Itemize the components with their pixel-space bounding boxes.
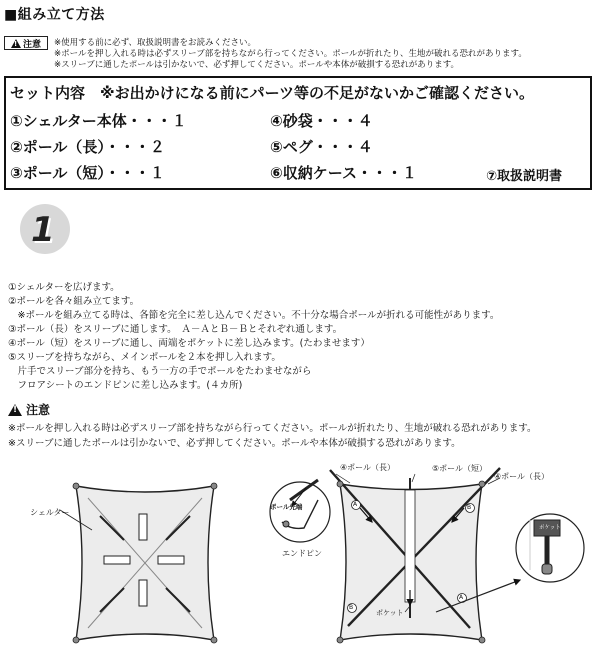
header-note-1: ※使用する前に必ず、取扱説明書をお読みください。 [54, 38, 256, 48]
header-note-3: ※スリーブに通したポールは引かないで、必ず押してください。ポールや本体が破損する恐れがあります。 [54, 60, 460, 70]
step-line-6: ⑤スリーブを持ちながら、メインポールを２本を押し入れます。 [8, 352, 281, 363]
marker-b-label: B [467, 504, 472, 511]
sleeve-icon [139, 580, 147, 606]
set-item-manual: ⑦取扱説明書 [486, 169, 563, 184]
pole-long-left-label: ④ポール（長） [340, 463, 396, 472]
step-line-5: ④ポール（短）をスリーブに通し、両端をポケットに差し込みます。(たわませます） [8, 338, 370, 349]
step-line-2: ②ポールを各々組み立てます。 [8, 296, 140, 307]
step-line-3: ※ポールを組み立てる時は、各節を完全に差し込んでください。不十分な場合ポールが折れる可能性があります。 [8, 310, 500, 321]
set-item-shelter: ①シェルター本体・・・１ [10, 112, 187, 130]
step-number: 1 [31, 210, 55, 250]
marker-a-label: A [353, 501, 358, 508]
sleeve-icon [104, 556, 130, 564]
page-title: ■組み立て方法 [4, 7, 105, 23]
pole-short-label: ⑤ポール（短） [432, 464, 488, 473]
pole-long-right-label: ④ポール（長） [494, 472, 550, 481]
step-line-7: 片手でスリーブ部分を持ち、もう一方の手でポールをたわませながら [8, 366, 312, 377]
caution-line-2: ※スリーブに通したポールは引かないで、必ず押してください。ポールや本体が破損する恐れがあります。 [8, 438, 461, 449]
sleeve-icon [158, 556, 184, 564]
end-pin-label: エンドピン [282, 549, 322, 558]
set-contents-title: セット内容 ※お出かけになる前にパーツ等の不足がないかご確認ください。 [10, 84, 534, 102]
caution-title: 注意 [26, 403, 51, 417]
step-line-1: ①シェルターを広げます。 [8, 282, 120, 293]
caution-line-1: ※ポールを押し入れる時は必ずスリーブ部を持ちながら行ってください。ポールが折れたり、生地が破れる恐れがあります。 [8, 423, 537, 434]
pocket-label: ポケット [376, 609, 404, 617]
step-line-4: ③ポール（長）をスリーブに通します。 Ａ－ＡとＢ－Ｂとそれぞれ通します。 [8, 324, 343, 335]
pole-tip-label: ポール先端 [270, 503, 303, 511]
marker-b-label: B [349, 604, 354, 611]
set-item-pole-short: ③ポール（短）・・・１ [10, 164, 165, 182]
end-pin-inset [270, 480, 330, 542]
caution-badge-label: 注意 [22, 39, 41, 50]
shelter-label: シェルター [30, 508, 70, 517]
set-item-sandbag: ④砂袋・・・４ [270, 112, 373, 130]
pocket-inset-label: ポケット [539, 525, 561, 531]
header-note-2: ※ポールを押し入れる時は必ずスリーブ部を持ちながら行ってください。ポールが折れたり、生地が破れる恐れがあります。 [54, 49, 527, 59]
set-item-case: ⑥収納ケース・・・１ [270, 164, 417, 182]
sleeve-icon [139, 514, 147, 540]
marker-a-label: A [459, 594, 464, 601]
step-line-8: フロアシートのエンドピンに差し込みます。(４カ所) [8, 380, 243, 391]
shelter-diagram [60, 483, 217, 643]
set-item-peg: ⑤ペグ・・・４ [270, 138, 373, 156]
set-item-pole-long: ②ポール（長）・・・２ [10, 138, 165, 156]
